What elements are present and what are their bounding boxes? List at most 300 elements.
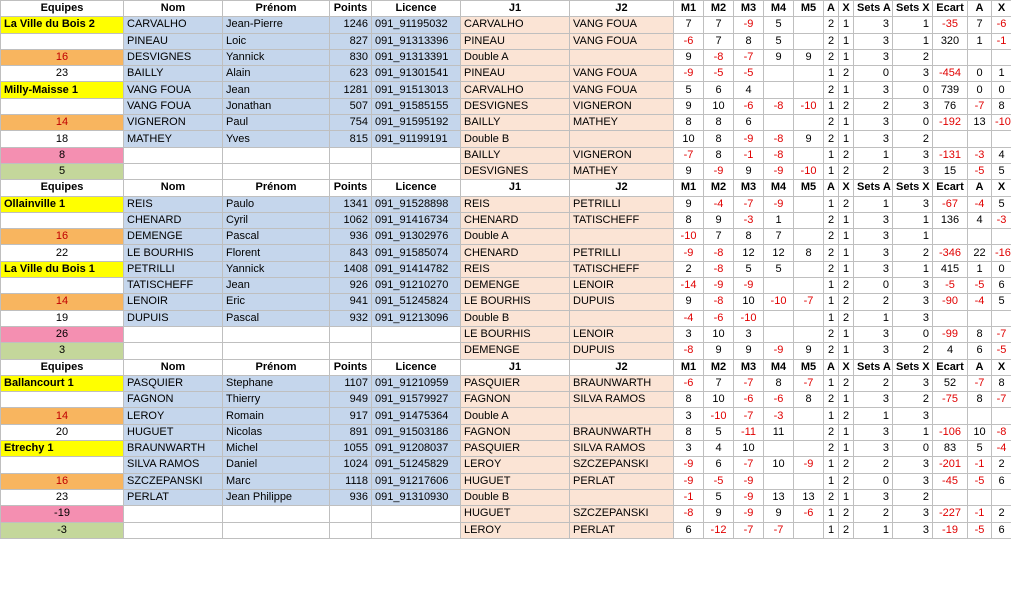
set-score-cell bbox=[794, 115, 824, 131]
column-header: Licence bbox=[372, 1, 461, 17]
player-licence-cell: 091_91195032 bbox=[372, 17, 461, 33]
points-x-cell: -1 bbox=[992, 33, 1011, 49]
player-firstname-cell: Alain bbox=[223, 66, 330, 82]
set-score-cell: -6 bbox=[734, 98, 764, 114]
sets-a-cell: 3 bbox=[854, 212, 893, 228]
set-score-cell: 3 bbox=[674, 408, 704, 424]
table-row bbox=[1, 17, 1011, 33]
column-header: Sets A bbox=[854, 180, 893, 196]
ecart-cell: -75 bbox=[933, 392, 968, 408]
set-score-cell: 8 bbox=[704, 115, 734, 131]
ecart-cell: 136 bbox=[933, 212, 968, 228]
player-licence-cell bbox=[372, 343, 461, 359]
win-x-cell: 1 bbox=[839, 115, 854, 131]
player-name-cell bbox=[124, 506, 223, 522]
points-x-cell: -4 bbox=[992, 441, 1011, 457]
set-score-cell bbox=[794, 522, 824, 538]
match-j1-cell: REIS bbox=[461, 196, 570, 212]
set-score-cell: 10 bbox=[734, 294, 764, 310]
team-cell bbox=[1, 392, 124, 408]
sets-x-cell: 3 bbox=[893, 473, 933, 489]
player-firstname-cell bbox=[223, 522, 330, 538]
ecart-cell: 76 bbox=[933, 98, 968, 114]
player-licence-cell: 091_91302976 bbox=[372, 229, 461, 245]
column-header: X bbox=[992, 1, 1011, 17]
match-j2-cell bbox=[570, 131, 674, 147]
ecart-cell bbox=[933, 131, 968, 147]
match-j1-cell: DESVIGNES bbox=[461, 98, 570, 114]
set-score-cell: -9 bbox=[704, 278, 734, 294]
match-j1-cell: Double B bbox=[461, 131, 570, 147]
ecart-cell: -99 bbox=[933, 326, 968, 342]
player-points-cell: 830 bbox=[330, 49, 372, 65]
points-x-cell bbox=[992, 310, 1011, 326]
ecart-cell: -45 bbox=[933, 473, 968, 489]
column-header: J2 bbox=[570, 1, 674, 17]
player-points-cell: 507 bbox=[330, 98, 372, 114]
win-a-cell: 2 bbox=[824, 115, 839, 131]
sets-x-cell: 0 bbox=[893, 441, 933, 457]
set-score-cell bbox=[764, 473, 794, 489]
set-score-cell: 5 bbox=[674, 82, 704, 98]
sets-a-cell: 1 bbox=[854, 196, 893, 212]
win-x-cell: 2 bbox=[839, 506, 854, 522]
set-score-cell: -5 bbox=[704, 66, 734, 82]
set-score-cell: -9 bbox=[734, 17, 764, 33]
match-j2-cell: SILVA RAMOS bbox=[570, 441, 674, 457]
win-x-cell: 2 bbox=[839, 522, 854, 538]
set-score-cell: -9 bbox=[734, 131, 764, 147]
win-a-cell: 2 bbox=[824, 441, 839, 457]
win-a-cell: 1 bbox=[824, 457, 839, 473]
player-points-cell: 891 bbox=[330, 424, 372, 440]
sets-a-cell: 3 bbox=[854, 17, 893, 33]
sets-x-cell: 2 bbox=[893, 245, 933, 261]
points-x-cell: -16 bbox=[992, 245, 1011, 261]
set-score-cell: 8 bbox=[704, 131, 734, 147]
player-firstname-cell bbox=[223, 163, 330, 179]
set-score-cell: -6 bbox=[734, 392, 764, 408]
set-score-cell: 9 bbox=[764, 49, 794, 65]
set-score-cell: 9 bbox=[674, 163, 704, 179]
player-firstname-cell: Jean Philippe bbox=[223, 489, 330, 505]
player-name-cell bbox=[124, 163, 223, 179]
win-x-cell: 2 bbox=[839, 163, 854, 179]
points-x-cell: -7 bbox=[992, 326, 1011, 342]
column-header: Points bbox=[330, 180, 372, 196]
set-score-cell: -5 bbox=[704, 473, 734, 489]
set-score-cell: 9 bbox=[794, 49, 824, 65]
sets-x-cell: 3 bbox=[893, 163, 933, 179]
set-score-cell: -10 bbox=[704, 408, 734, 424]
win-a-cell: 1 bbox=[824, 408, 839, 424]
points-a-cell bbox=[968, 408, 992, 424]
column-header: Prénom bbox=[223, 1, 330, 17]
match-j1-cell: DEMENGE bbox=[461, 278, 570, 294]
sets-a-cell: 2 bbox=[854, 163, 893, 179]
player-licence-cell bbox=[372, 326, 461, 342]
match-j2-cell: PETRILLI bbox=[570, 245, 674, 261]
player-licence-cell bbox=[372, 506, 461, 522]
win-a-cell: 1 bbox=[824, 66, 839, 82]
player-points-cell: 936 bbox=[330, 489, 372, 505]
player-licence-cell: 091_91528898 bbox=[372, 196, 461, 212]
set-score-cell: -4 bbox=[674, 310, 704, 326]
win-a-cell: 1 bbox=[824, 310, 839, 326]
set-score-cell: 10 bbox=[674, 131, 704, 147]
match-j1-cell: BAILLY bbox=[461, 147, 570, 163]
win-a-cell: 2 bbox=[824, 49, 839, 65]
player-name-cell: LE BOURHIS bbox=[124, 245, 223, 261]
table-row bbox=[1, 131, 1011, 147]
player-licence-cell bbox=[372, 147, 461, 163]
set-score-cell bbox=[764, 326, 794, 342]
win-a-cell: 2 bbox=[824, 212, 839, 228]
match-j2-cell: VIGNERON bbox=[570, 147, 674, 163]
sets-x-cell: 3 bbox=[893, 196, 933, 212]
column-header: Equipes bbox=[1, 1, 124, 17]
sets-a-cell: 1 bbox=[854, 408, 893, 424]
match-j2-cell: VANG FOUA bbox=[570, 33, 674, 49]
player-points-cell: 1246 bbox=[330, 17, 372, 33]
match-j1-cell: FAGNON bbox=[461, 392, 570, 408]
player-name-cell: CHENARD bbox=[124, 212, 223, 228]
player-name-cell: VIGNERON bbox=[124, 115, 223, 131]
player-name-cell: DESVIGNES bbox=[124, 49, 223, 65]
match-j1-cell: CHENARD bbox=[461, 212, 570, 228]
points-x-cell: 5 bbox=[992, 294, 1011, 310]
sets-x-cell: 3 bbox=[893, 375, 933, 391]
ecart-cell: -67 bbox=[933, 196, 968, 212]
column-header: Points bbox=[330, 359, 372, 375]
set-score-cell: 8 bbox=[674, 212, 704, 228]
sets-x-cell: 3 bbox=[893, 408, 933, 424]
win-a-cell: 1 bbox=[824, 294, 839, 310]
match-j2-cell: VIGNERON bbox=[570, 98, 674, 114]
player-firstname-cell: Jean bbox=[223, 82, 330, 98]
match-j2-cell bbox=[570, 408, 674, 424]
set-score-cell: -8 bbox=[764, 147, 794, 163]
set-score-cell: -11 bbox=[734, 424, 764, 440]
ecart-cell: -19 bbox=[933, 522, 968, 538]
player-licence-cell: 091_51245824 bbox=[372, 294, 461, 310]
set-score-cell: -6 bbox=[764, 392, 794, 408]
player-points-cell bbox=[330, 506, 372, 522]
set-score-cell: 9 bbox=[734, 343, 764, 359]
set-score-cell: -9 bbox=[764, 343, 794, 359]
win-x-cell: 2 bbox=[839, 457, 854, 473]
column-header: Prénom bbox=[223, 359, 330, 375]
match-j1-cell: PASQUIER bbox=[461, 441, 570, 457]
header-row bbox=[1, 359, 1011, 375]
table-row bbox=[1, 392, 1011, 408]
match-j1-cell: FAGNON bbox=[461, 424, 570, 440]
sets-a-cell: 2 bbox=[854, 375, 893, 391]
team-cell: Ollainville 1 bbox=[1, 196, 124, 212]
table-row bbox=[1, 261, 1011, 277]
player-firstname-cell: Marc bbox=[223, 473, 330, 489]
points-x-cell bbox=[992, 489, 1011, 505]
team-cell bbox=[1, 33, 124, 49]
column-header: J1 bbox=[461, 1, 570, 17]
points-a-cell: 4 bbox=[968, 212, 992, 228]
player-name-cell: DEMENGE bbox=[124, 229, 223, 245]
set-score-cell: 8 bbox=[704, 147, 734, 163]
set-score-cell: 9 bbox=[794, 343, 824, 359]
player-licence-cell: 091_91585155 bbox=[372, 98, 461, 114]
sets-a-cell: 3 bbox=[854, 49, 893, 65]
match-j1-cell: DESVIGNES bbox=[461, 163, 570, 179]
set-score-cell: -3 bbox=[764, 408, 794, 424]
win-x-cell: 1 bbox=[839, 33, 854, 49]
set-score-cell: 8 bbox=[734, 33, 764, 49]
ecart-cell: 15 bbox=[933, 163, 968, 179]
column-header: Ecart bbox=[933, 180, 968, 196]
set-score-cell: 9 bbox=[734, 163, 764, 179]
points-x-cell: 0 bbox=[992, 261, 1011, 277]
team-cell: 14 bbox=[1, 294, 124, 310]
column-header: Sets X bbox=[893, 180, 933, 196]
sets-a-cell: 0 bbox=[854, 278, 893, 294]
header-row bbox=[1, 180, 1011, 196]
team-cell: 20 bbox=[1, 424, 124, 440]
team-cell: 8 bbox=[1, 147, 124, 163]
points-x-cell: -10 bbox=[992, 115, 1011, 131]
points-a-cell: 6 bbox=[968, 343, 992, 359]
match-j2-cell: PERLAT bbox=[570, 473, 674, 489]
set-score-cell: -8 bbox=[674, 506, 704, 522]
player-name-cell: SILVA RAMOS bbox=[124, 457, 223, 473]
column-header: X bbox=[992, 359, 1011, 375]
win-a-cell: 2 bbox=[824, 343, 839, 359]
set-score-cell: -3 bbox=[734, 212, 764, 228]
player-name-cell: SZCZEPANSKI bbox=[124, 473, 223, 489]
set-score-cell: -1 bbox=[734, 147, 764, 163]
table-row bbox=[1, 98, 1011, 114]
set-score-cell: -9 bbox=[794, 457, 824, 473]
player-name-cell: PASQUIER bbox=[124, 375, 223, 391]
player-firstname-cell bbox=[223, 343, 330, 359]
set-score-cell: 7 bbox=[764, 229, 794, 245]
player-firstname-cell: Paulo bbox=[223, 196, 330, 212]
set-score-cell: -10 bbox=[764, 294, 794, 310]
set-score-cell: -9 bbox=[674, 457, 704, 473]
player-name-cell: PETRILLI bbox=[124, 261, 223, 277]
player-licence-cell: 091_91416734 bbox=[372, 212, 461, 228]
column-header: M3 bbox=[734, 1, 764, 17]
column-header: M5 bbox=[794, 359, 824, 375]
player-points-cell: 1055 bbox=[330, 441, 372, 457]
match-j2-cell: VANG FOUA bbox=[570, 66, 674, 82]
sets-x-cell: 0 bbox=[893, 326, 933, 342]
column-header: M2 bbox=[704, 359, 734, 375]
set-score-cell: -14 bbox=[674, 278, 704, 294]
set-score-cell bbox=[794, 212, 824, 228]
sets-x-cell: 1 bbox=[893, 424, 933, 440]
match-j1-cell: CHENARD bbox=[461, 245, 570, 261]
set-score-cell bbox=[794, 196, 824, 212]
ecart-cell bbox=[933, 408, 968, 424]
win-a-cell: 2 bbox=[824, 131, 839, 147]
set-score-cell: 13 bbox=[764, 489, 794, 505]
match-j2-cell: SZCZEPANSKI bbox=[570, 506, 674, 522]
player-licence-cell: 091_51245829 bbox=[372, 457, 461, 473]
player-points-cell: 827 bbox=[330, 33, 372, 49]
column-header: Sets A bbox=[854, 359, 893, 375]
team-cell: 26 bbox=[1, 326, 124, 342]
ecart-cell: -454 bbox=[933, 66, 968, 82]
table-row bbox=[1, 82, 1011, 98]
match-j1-cell: REIS bbox=[461, 261, 570, 277]
set-score-cell bbox=[794, 147, 824, 163]
header-row bbox=[1, 1, 1011, 17]
sets-a-cell: 0 bbox=[854, 66, 893, 82]
player-name-cell: LENOIR bbox=[124, 294, 223, 310]
set-score-cell: -1 bbox=[674, 489, 704, 505]
column-header: M4 bbox=[764, 1, 794, 17]
player-firstname-cell: Nicolas bbox=[223, 424, 330, 440]
player-points-cell bbox=[330, 147, 372, 163]
sets-a-cell: 2 bbox=[854, 98, 893, 114]
column-header: X bbox=[839, 359, 854, 375]
table-row bbox=[1, 49, 1011, 65]
player-licence-cell bbox=[372, 163, 461, 179]
set-score-cell: -8 bbox=[764, 131, 794, 147]
match-j2-cell bbox=[570, 229, 674, 245]
win-a-cell: 2 bbox=[824, 82, 839, 98]
player-points-cell bbox=[330, 522, 372, 538]
table-row bbox=[1, 294, 1011, 310]
points-a-cell bbox=[968, 310, 992, 326]
win-x-cell: 1 bbox=[839, 245, 854, 261]
set-score-cell: 8 bbox=[794, 392, 824, 408]
table-row bbox=[1, 310, 1011, 326]
player-name-cell bbox=[124, 326, 223, 342]
points-a-cell: -5 bbox=[968, 163, 992, 179]
set-score-cell: 9 bbox=[674, 294, 704, 310]
sets-x-cell: 2 bbox=[893, 392, 933, 408]
team-cell: -3 bbox=[1, 522, 124, 538]
match-j1-cell: HUGUET bbox=[461, 506, 570, 522]
sets-x-cell: 2 bbox=[893, 343, 933, 359]
set-score-cell bbox=[794, 229, 824, 245]
player-points-cell: 1107 bbox=[330, 375, 372, 391]
set-score-cell: 9 bbox=[674, 49, 704, 65]
sets-x-cell: 0 bbox=[893, 115, 933, 131]
team-cell: 16 bbox=[1, 473, 124, 489]
win-x-cell: 1 bbox=[839, 392, 854, 408]
points-a-cell: 22 bbox=[968, 245, 992, 261]
match-j2-cell: MATHEY bbox=[570, 115, 674, 131]
set-score-cell: -7 bbox=[794, 375, 824, 391]
points-a-cell: -5 bbox=[968, 278, 992, 294]
points-a-cell: -7 bbox=[968, 375, 992, 391]
match-j1-cell: LEROY bbox=[461, 457, 570, 473]
set-score-cell: -8 bbox=[704, 245, 734, 261]
points-x-cell: 8 bbox=[992, 375, 1011, 391]
set-score-cell: 5 bbox=[764, 17, 794, 33]
win-x-cell: 1 bbox=[839, 82, 854, 98]
player-firstname-cell: Michel bbox=[223, 441, 330, 457]
player-name-cell: DUPUIS bbox=[124, 310, 223, 326]
table-row bbox=[1, 457, 1011, 473]
set-score-cell: 7 bbox=[674, 17, 704, 33]
set-score-cell: 3 bbox=[674, 441, 704, 457]
win-x-cell: 1 bbox=[839, 326, 854, 342]
player-firstname-cell bbox=[223, 147, 330, 163]
set-score-cell: -9 bbox=[764, 163, 794, 179]
column-header: X bbox=[992, 180, 1011, 196]
match-j1-cell: Double B bbox=[461, 310, 570, 326]
sets-a-cell: 3 bbox=[854, 326, 893, 342]
points-a-cell: 7 bbox=[968, 17, 992, 33]
table-row bbox=[1, 33, 1011, 49]
set-score-cell bbox=[794, 17, 824, 33]
sets-x-cell: 1 bbox=[893, 261, 933, 277]
sets-x-cell: 0 bbox=[893, 82, 933, 98]
sets-x-cell: 3 bbox=[893, 294, 933, 310]
team-cell: 22 bbox=[1, 245, 124, 261]
player-licence-cell: 091_91313396 bbox=[372, 33, 461, 49]
column-header: J2 bbox=[570, 359, 674, 375]
team-cell: 16 bbox=[1, 229, 124, 245]
win-x-cell: 2 bbox=[839, 196, 854, 212]
player-points-cell: 917 bbox=[330, 408, 372, 424]
set-score-cell: -4 bbox=[704, 196, 734, 212]
set-score-cell: 3 bbox=[734, 326, 764, 342]
player-name-cell: BAILLY bbox=[124, 66, 223, 82]
player-points-cell: 932 bbox=[330, 310, 372, 326]
set-score-cell: 8 bbox=[764, 375, 794, 391]
team-cell: 3 bbox=[1, 343, 124, 359]
match-j1-cell: CARVALHO bbox=[461, 17, 570, 33]
set-score-cell: -7 bbox=[734, 408, 764, 424]
column-header: Ecart bbox=[933, 1, 968, 17]
column-header: A bbox=[968, 180, 992, 196]
player-points-cell: 815 bbox=[330, 131, 372, 147]
team-cell: 14 bbox=[1, 408, 124, 424]
sets-a-cell: 1 bbox=[854, 147, 893, 163]
set-score-cell: -8 bbox=[764, 98, 794, 114]
ecart-cell bbox=[933, 489, 968, 505]
set-score-cell: -7 bbox=[734, 522, 764, 538]
match-j2-cell: PETRILLI bbox=[570, 196, 674, 212]
set-score-cell: 11 bbox=[764, 424, 794, 440]
points-a-cell: 8 bbox=[968, 392, 992, 408]
player-name-cell: MATHEY bbox=[124, 131, 223, 147]
player-points-cell: 843 bbox=[330, 245, 372, 261]
sets-x-cell: 3 bbox=[893, 522, 933, 538]
player-firstname-cell: Thierry bbox=[223, 392, 330, 408]
player-firstname-cell: Paul bbox=[223, 115, 330, 131]
match-j2-cell: SZCZEPANSKI bbox=[570, 457, 674, 473]
set-score-cell: 12 bbox=[764, 245, 794, 261]
column-header: Licence bbox=[372, 359, 461, 375]
points-a-cell: 0 bbox=[968, 82, 992, 98]
sets-a-cell: 3 bbox=[854, 115, 893, 131]
set-score-cell bbox=[764, 441, 794, 457]
match-j2-cell: LENOIR bbox=[570, 278, 674, 294]
sets-x-cell: 3 bbox=[893, 457, 933, 473]
sets-a-cell: 2 bbox=[854, 506, 893, 522]
set-score-cell bbox=[764, 66, 794, 82]
set-score-cell bbox=[764, 115, 794, 131]
column-header: Ecart bbox=[933, 359, 968, 375]
player-licence-cell: 091_91414782 bbox=[372, 261, 461, 277]
team-cell bbox=[1, 457, 124, 473]
set-score-cell: 6 bbox=[704, 457, 734, 473]
team-cell: Ballancourt 1 bbox=[1, 375, 124, 391]
